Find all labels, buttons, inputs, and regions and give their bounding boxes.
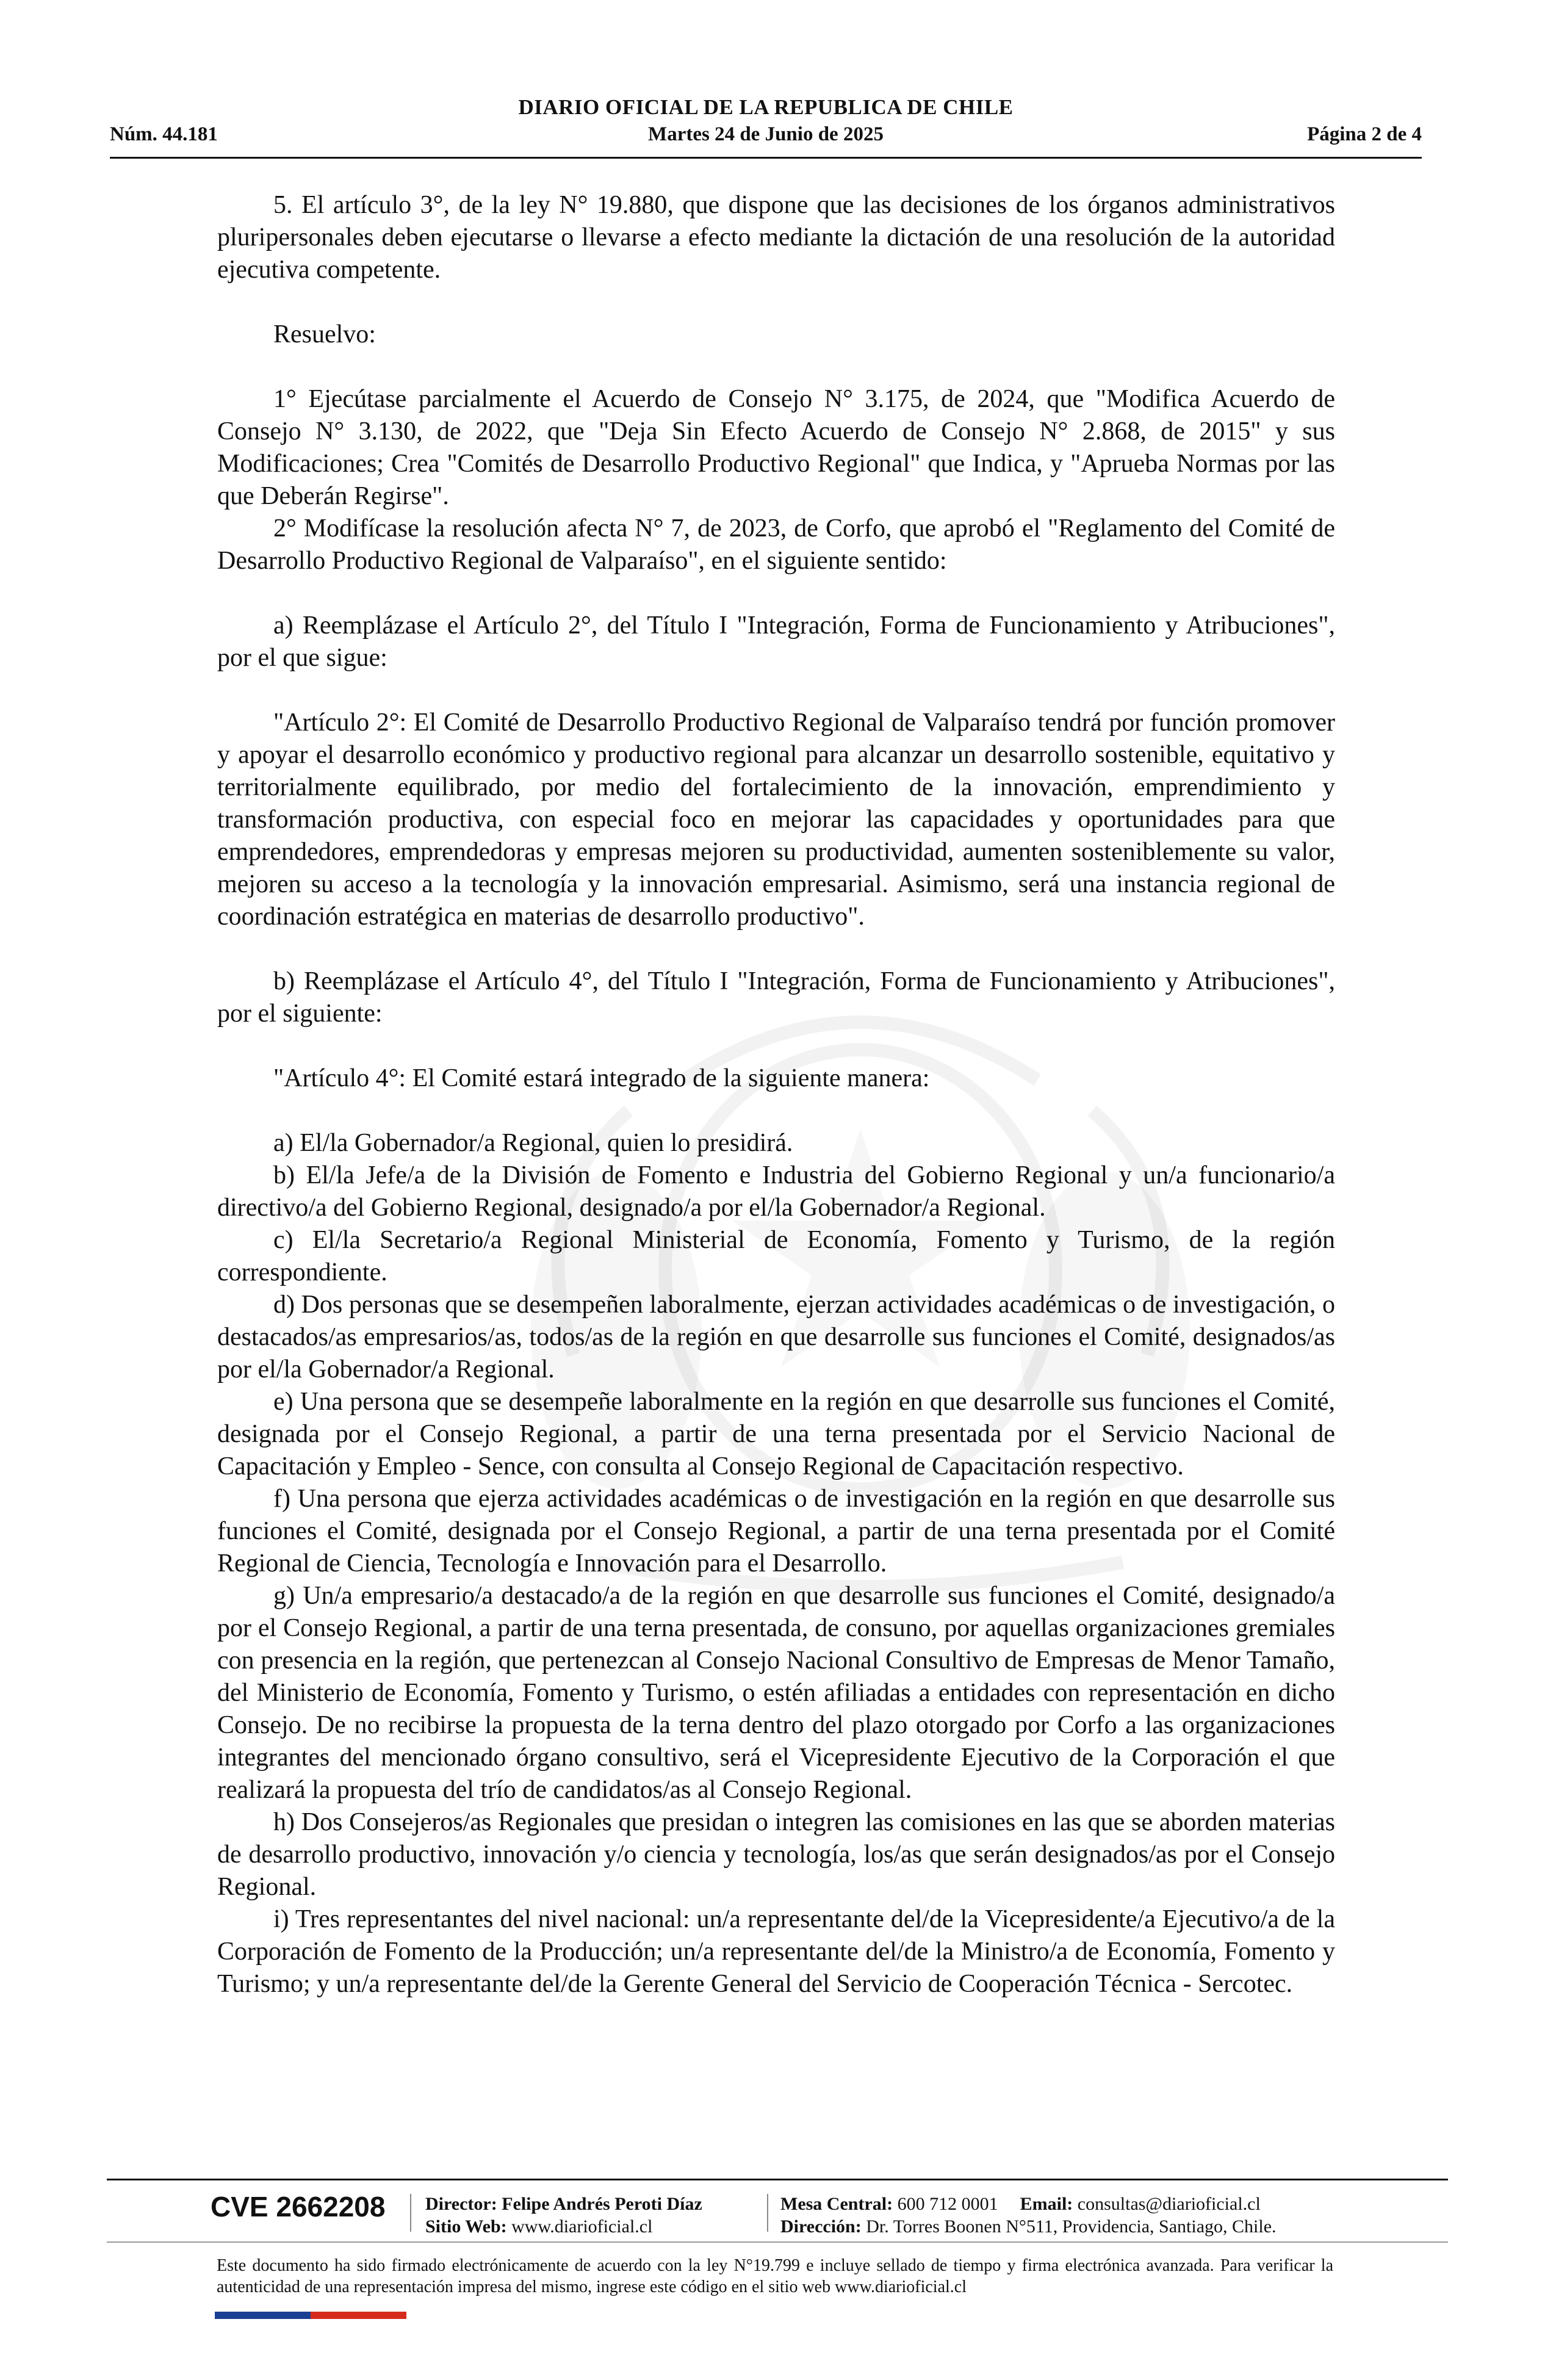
- issue-number: Núm. 44.181: [110, 123, 218, 145]
- gazette-title: DIARIO OFICIAL DE LA REPUBLICA DE CHILE: [518, 95, 1014, 119]
- paragraph-resuelvo: Resuelvo:: [273, 320, 376, 348]
- address-text: Dr. Torres Boonen N°511, Providencia, Santiago, Chile.: [866, 2216, 1277, 2237]
- page-number: Página 2 de 4: [1307, 123, 1422, 145]
- footer-separator: [410, 2194, 411, 2232]
- site-link[interactable]: www.diarioficial.cl: [511, 2216, 653, 2237]
- list-item: c) El/la Secretario/a Regional Ministerial de Economía, Fomento y Turismo, de la región correspondiente.: [217, 1226, 1335, 1286]
- director-name: Felipe Andrés Peroti Díaz: [502, 2194, 702, 2214]
- list-item: b) El/la Jefe/a de la División de Fomento e Industria del Gobierno Regional y un/a funcionario/a directivo/a del Gobierno Regional, designado/a por el/la Gobernador/a Regional.: [217, 1161, 1335, 1222]
- list-item: f) Una persona que ejerza actividades académicas o de investigación en la región en que desarrolle sus funciones el Comité, designada por el Consejo Regional, a partir de una terna presentada por el Comité Regional de Ciencia, Tecnología e Innovación para el Desarrollo.: [217, 1485, 1335, 1578]
- list-item: d) Dos personas que se desempeñen laboralmente, ejerzan actividades académicas o de investigación, o destacados/as empresarios/as, todos/as de la región en que desarrolle sus funciones el Comité, designados/as por el/la Gobernador/a Regional.: [217, 1291, 1335, 1383]
- list-item: g) Un/a empresario/a destacado/a de la región en que desarrolle sus funciones el Comité, designado/a por el Consejo Regional, a partir de una terna presentada, de consuno, por aquellas organizaciones gremiales con presencia en la región, que pertenezcan al Consejo Nacional Consultivo de Empresas de Menor Tamaño, del Ministerio de Economía, Fomento y Turismo, o estén afiliadas a entidades con representación en dicho Consejo. De no recibirse la propuesta de la terna dentro del plazo otorgado por Corfo a las organizaciones integrantes del mencionado órgano consultivo, será el Vicepresidente Ejecutivo de la Corporación el que realizará la propuesta del trío de candidatos/as al Consejo Regional.: [217, 1582, 1335, 1804]
- email-link[interactable]: consultas@diarioficial.cl: [1077, 2194, 1261, 2214]
- email-label: Email:: [1020, 2194, 1073, 2214]
- document-body: [217, 189, 1335, 2000]
- paragraph-replace-article-4: b) Reemplázase el Artículo 4°, del Título I "Integración, Forma de Funcionamiento y Atribuciones", por el siguiente:: [217, 967, 1335, 1028]
- flag-stripe: [215, 2312, 406, 2319]
- header-divider: [110, 157, 1422, 159]
- paragraph-resolution-2: 2° Modifícase la resolución afecta N° 7, de 2023, de Corfo, que aprobó el "Reglamento del Comité de Desarrollo Productivo Regional de Valparaíso", en el siguiente sentido:: [217, 514, 1335, 575]
- page-footer: [107, 2179, 1448, 2298]
- footer-contact-block: [780, 2193, 1277, 2238]
- footer-separator: [767, 2194, 768, 2232]
- phone-label: Mesa Central:: [780, 2194, 893, 2214]
- issue-date: Martes 24 de Junio de 2025: [648, 123, 884, 145]
- site-label: Sitio Web:: [425, 2216, 507, 2237]
- paragraph-resolution-1: 1° Ejecútase parcialmente el Acuerdo de Consejo N° 3.175, de 2024, que "Modifica Acuerdo de Consejo N° 3.130, de 2022, que "Deja Sin Efecto Acuerdo de Consejo N° 2.868, de 2015" y sus Modificaciones; Crea "Comités de Desarrollo Productivo Regional" que Indica, y "Aprueba Normas por las que Deberán Regirse".: [217, 385, 1335, 510]
- list-item: h) Dos Consejeros/as Regionales que presidan o integren las comisiones en las que se aborden materias de desarrollo productivo, innovación y/o ciencia y tecnología, los/as que serán designados/as por el Consejo Regional.: [217, 1808, 1335, 1901]
- flag-blue-band: [215, 2312, 311, 2319]
- list-item: a) El/la Gobernador/a Regional, quien lo presidirá.: [273, 1129, 793, 1157]
- paragraph-article-4-intro: "Artículo 4°: El Comité estará integrado de la siguiente manera:: [273, 1064, 930, 1092]
- paragraph-considerando-5: 5. El artículo 3°, de la ley N° 19.880, que dispone que las decisiones de los órganos administrativos pluripersonales deben ejecutarse o llevarse a efecto mediante la dictación de una resolución de la autoridad ejecutiva competente.: [217, 191, 1335, 284]
- paragraph-replace-article-2: a) Reemplázase el Artículo 2°, del Título I "Integración, Forma de Funcionamiento y Atribuciones", por el que sigue:: [217, 611, 1335, 672]
- page-header: [110, 92, 1422, 159]
- director-label: Director:: [425, 2194, 497, 2214]
- cve-code: CVE 2662208: [211, 2191, 386, 2223]
- paragraph-article-2-text: "Artículo 2°: El Comité de Desarrollo Productivo Regional de Valparaíso tendrá por función promover y apoyar el desarrollo económico y productivo regional para alcanzar un desarrollo sostenible, equitativo y territorialmente equilibrado, por medio del fortalecimiento de la innovación, emprendimiento y transformación productiva, con especial foco en mejorar las capacidades y oportunidades para que emprendedores, emprendedoras y empresas mejoren su productividad, aumenten sosteniblemente su valor, mejoren su acceso a la tecnología y la innovación empresarial. Asimismo, será una instancia regional de coordinación estratégica en materias de desarrollo productivo".: [217, 709, 1335, 931]
- list-item: e) Una persona que se desempeñe laboralmente en la región en que desarrolle sus funciones el Comité, designada por el Consejo Regional, a partir de una terna presentada por el Servicio Nacional de Capacitación y Empleo - Sence, con consulta al Consejo Regional de Capacitación respectivo.: [217, 1388, 1335, 1480]
- flag-red-band: [311, 2312, 406, 2319]
- footer-director-block: [425, 2193, 702, 2238]
- address-label: Dirección:: [780, 2216, 862, 2237]
- signature-note: Este documento ha sido firmado electrónicamente de acuerdo con la ley N°19.799 e incluye sellado de tiempo y firma electrónica avanzada. Para verificar la autenticidad de una representación impresa del mismo, ingrese este código en el sitio web www.diarioficial.cl: [217, 2256, 1333, 2296]
- list-item: i) Tres representantes del nivel nacional: un/a representante del/de la Vicepresidente/a Ejecutivo/a de la Corporación de Fomento de la Producción; un/a representante del/de la Ministro/a de Economía, Fomento y Turismo; y un/a representante del/de la Gerente General del Servicio de Cooperación Técnica - Sercotec.: [217, 1905, 1335, 1998]
- phone-number: 600 712 0001: [897, 2194, 998, 2214]
